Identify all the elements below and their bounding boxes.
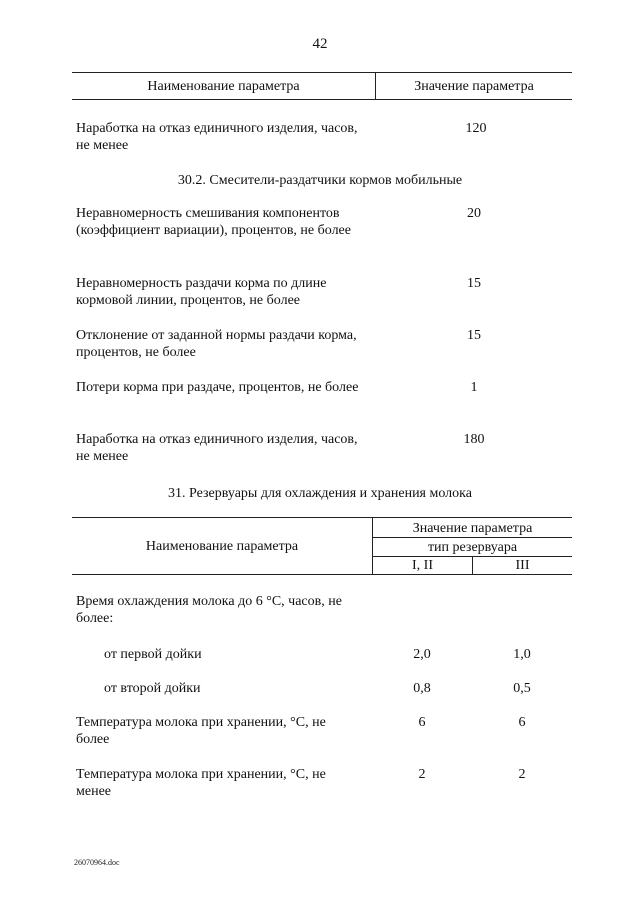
table2-row-value-col2: 2 [518, 767, 526, 782]
table2-header-value: Значение параметра [412, 521, 533, 536]
table2-header-col2: III [515, 558, 530, 573]
table2-row-value-col1: 6 [418, 715, 426, 730]
row-top-label: Наработка на отказ единичного изделия, часов, не менее [76, 121, 358, 153]
table2-top-rule [72, 517, 572, 518]
table1-header-bottom-rule [72, 99, 572, 100]
table2-row-label: Температура молока при хранении, °С, не менее [76, 767, 326, 799]
table2-bottom-rule [72, 574, 572, 575]
table1-header-top-rule [72, 72, 572, 73]
table2-row-value-col1: 2 [418, 767, 426, 782]
table2-header-col1: I, II [412, 558, 433, 573]
table2-row-value-col1: 0,8 [413, 681, 431, 696]
table2-row-value-col2: 6 [518, 715, 526, 730]
table2-row-value-col1: 2,0 [413, 647, 431, 662]
section-30-2-row-label: Отклонение от заданной нормы раздачи корма, процентов, не более [76, 328, 357, 360]
section-30-2-row-label: Неравномерность смешивания компонентов (коэффициент вариации), процентов, не более [76, 206, 351, 238]
table2-header-param: Наименование параметра [145, 539, 299, 554]
section-31-title: 31. Резервуары для охлаждения и хранения молока [168, 486, 472, 501]
document-filename: 26070964.doc [74, 858, 120, 867]
table1-header-param: Наименование параметра [147, 79, 300, 94]
row-top-value: 120 [465, 121, 487, 136]
table1-header-value: Значение параметра [414, 79, 534, 94]
table2-row-value-col2: 1,0 [513, 647, 531, 662]
section-30-2-row-label: Потери корма при раздаче, процентов, не более [76, 380, 359, 395]
page-number: 42 [312, 36, 328, 52]
section-30-2-title: 30.2. Смесители-раздатчики кормов мобильные [177, 173, 463, 188]
section-30-2-row-label: Наработка на отказ единичного изделия, часов, не менее [76, 432, 358, 464]
cooling-time-label: Время охлаждения молока до 6 °С, часов, не более: [76, 594, 342, 626]
section-30-2-row-value: 180 [463, 432, 485, 447]
table2-row-label: Температура молока при хранении, °С, не более [76, 715, 326, 747]
section-30-2-row-value: 15 [467, 328, 481, 343]
table2-rule-value [372, 537, 572, 538]
section-30-2-row-value: 20 [467, 206, 481, 221]
table2-header-type: тип резервуара [427, 540, 518, 555]
section-30-2-row-value: 1 [470, 380, 478, 395]
section-30-2-row-value: 15 [467, 276, 481, 291]
section-30-2-row-label: Неравномерность раздачи корма по длине кормовой линии, процентов, не более [76, 276, 327, 308]
table2-row-label: от первой дойки [104, 647, 202, 662]
table2-row-label: от второй дойки [104, 681, 201, 696]
table2-row-value-col2: 0,5 [513, 681, 531, 696]
